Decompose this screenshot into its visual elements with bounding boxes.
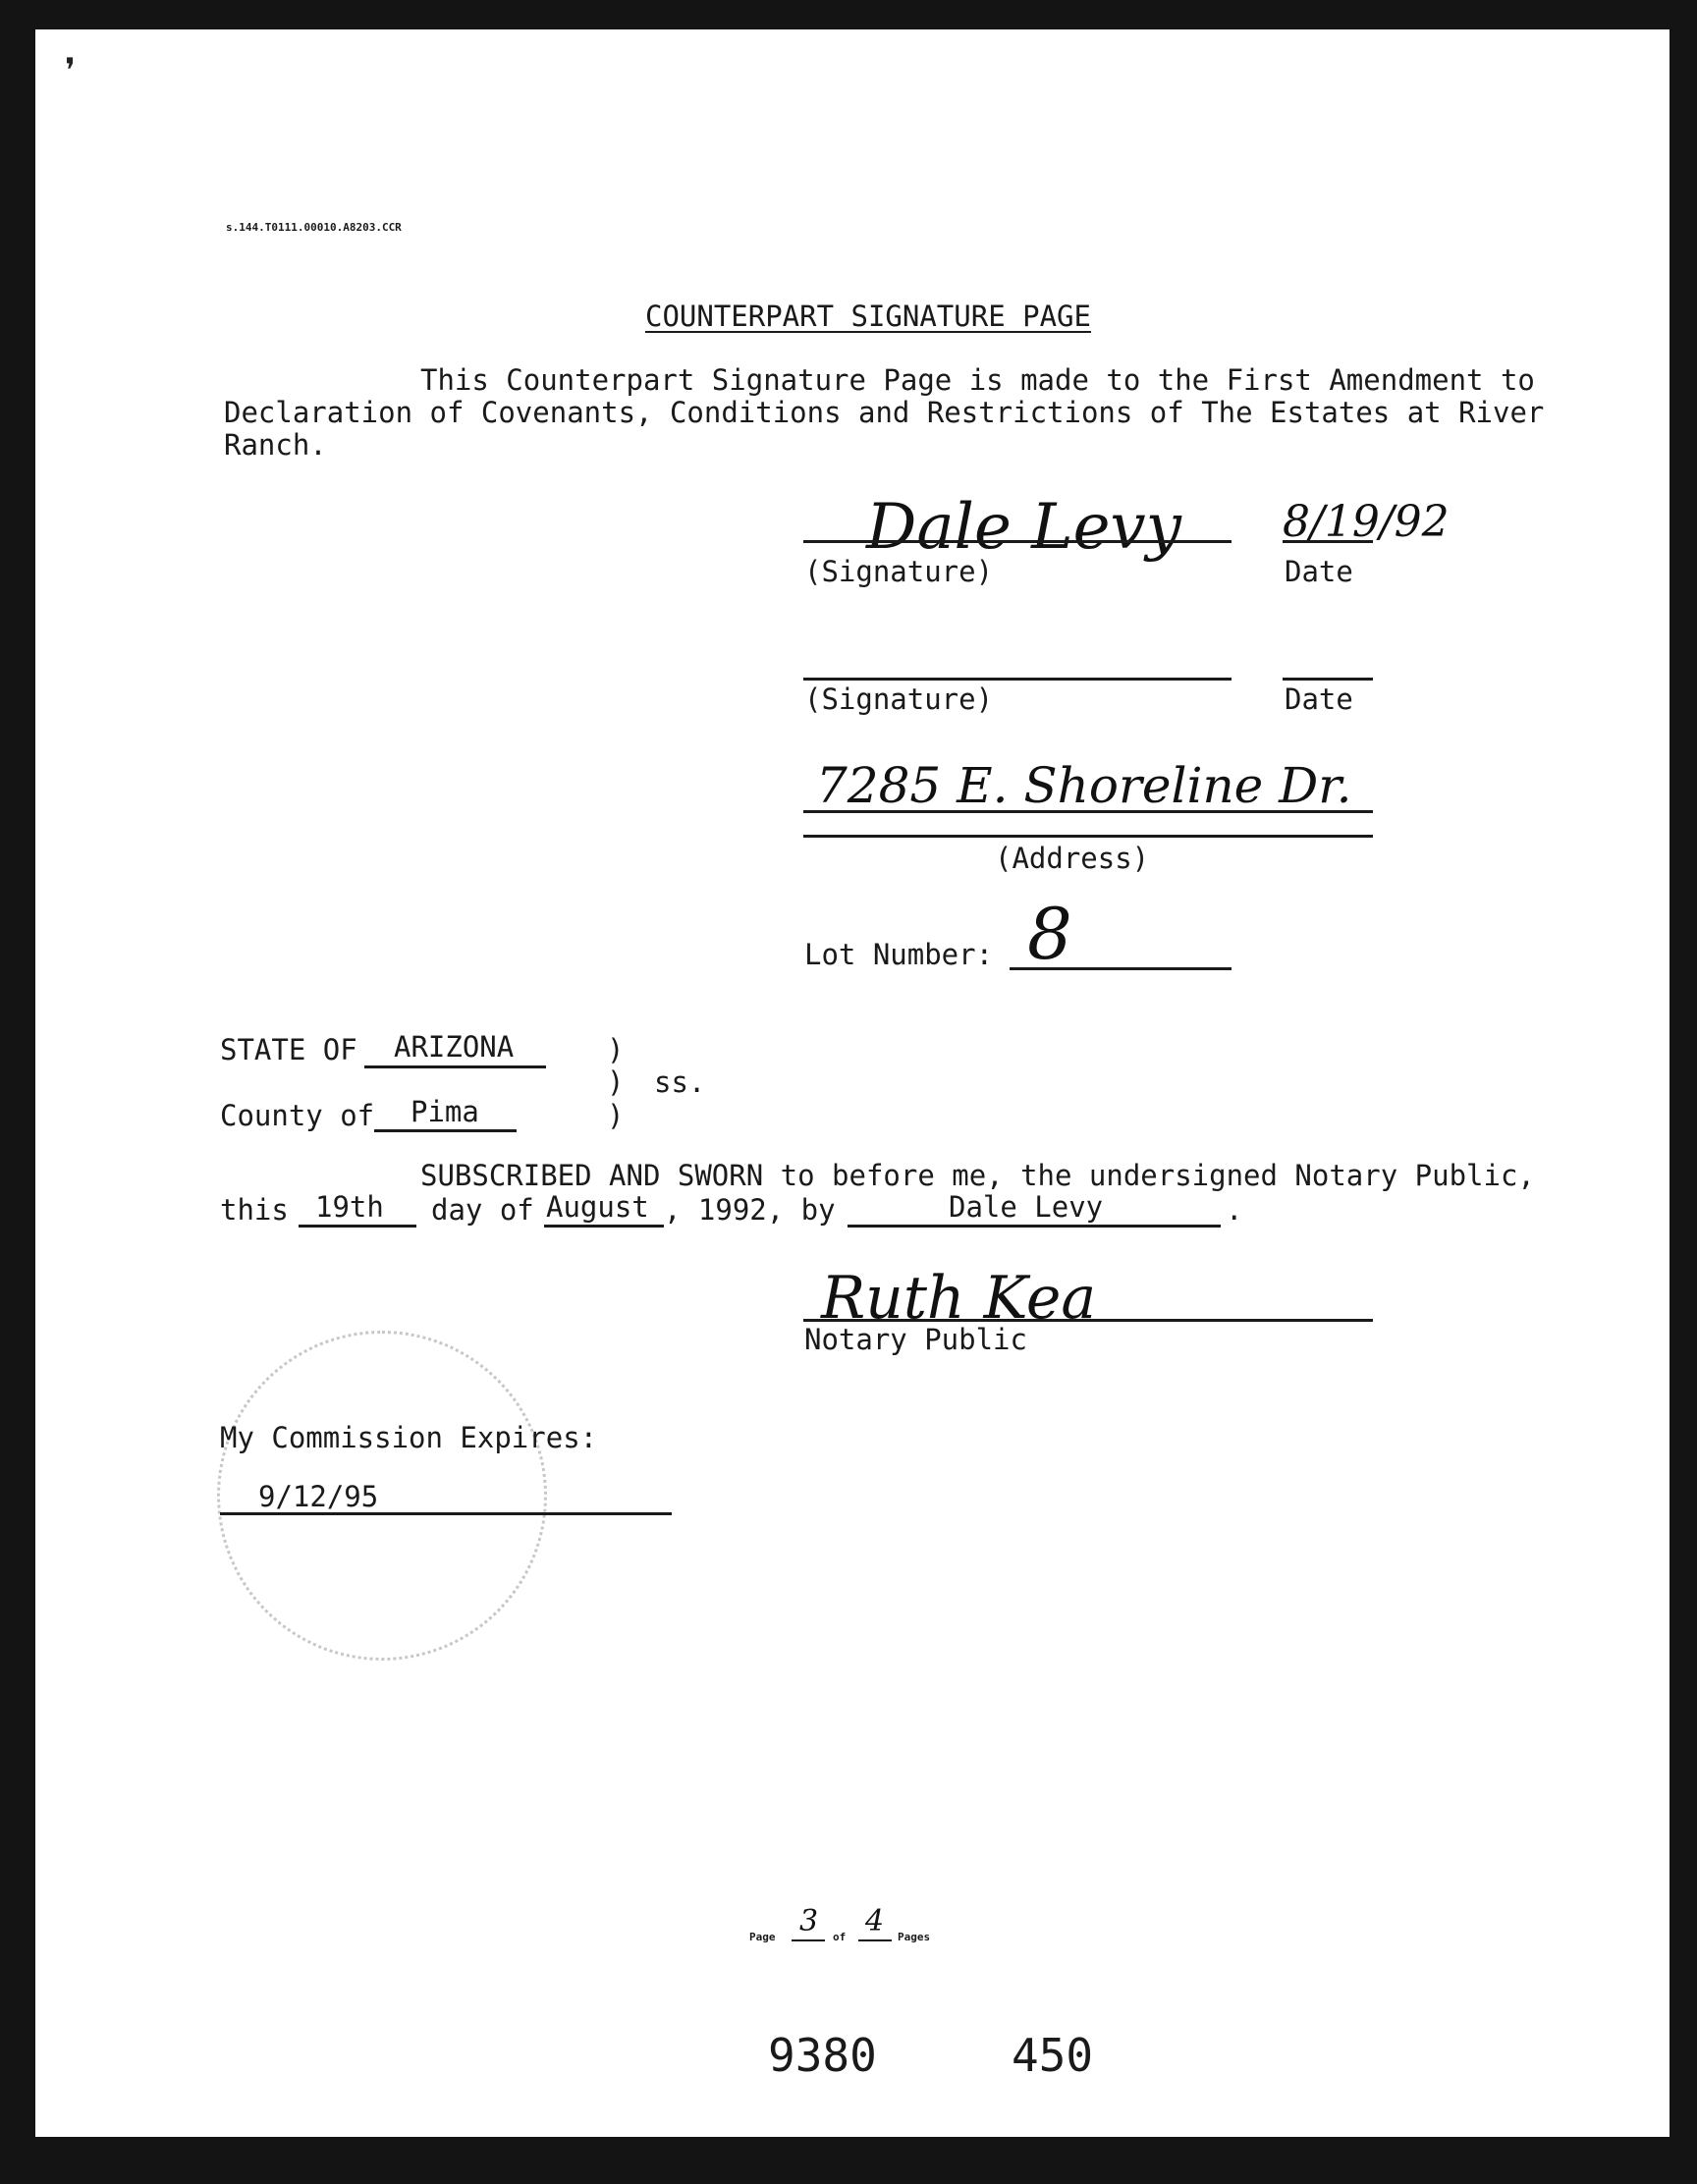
jurat-this: this xyxy=(220,1193,289,1227)
county-line xyxy=(374,1129,517,1132)
reference-code: s.144.T0111.00010.A8203.CCR xyxy=(226,221,402,234)
intro-line-1: This Counterpart Signature Page is made to the First Amendment to xyxy=(420,363,1535,397)
intro-line-2: Declaration of Covenants, Conditions and Restrictions of The Estates at River xyxy=(224,396,1545,429)
lot-number-line xyxy=(1010,967,1232,970)
recording-page-number: 450 xyxy=(1012,2029,1094,2082)
pagination-current-line xyxy=(792,1939,825,1941)
notary-signature-line xyxy=(803,1319,1373,1322)
jurat-affiant-name: Dale Levy xyxy=(949,1190,1104,1224)
date-2-label: Date xyxy=(1285,682,1353,716)
document-page xyxy=(35,29,1670,2137)
address-label: (Address) xyxy=(995,842,1150,875)
notary-public-label: Notary Public xyxy=(804,1323,1027,1356)
page-title: COUNTERPART SIGNATURE PAGE xyxy=(645,300,1091,333)
address-line-1 xyxy=(803,810,1373,813)
venue-ss: ss. xyxy=(654,1065,706,1099)
signature-2-label: (Signature) xyxy=(804,682,994,716)
jurat-name-line xyxy=(848,1225,1221,1228)
pagination-total: 4 xyxy=(865,1904,885,1938)
signature-1-label: (Signature) xyxy=(804,555,994,588)
pagination-pages-word: Pages xyxy=(898,1931,931,1943)
venue-bracket-1: ) xyxy=(607,1033,625,1066)
address-handwritten: 7285 E. Shoreline Dr. xyxy=(816,757,1352,814)
jurat-day-value: 19th xyxy=(315,1190,384,1224)
venue-bracket-3: ) xyxy=(607,1099,625,1132)
commission-date-line xyxy=(220,1512,672,1515)
jurat-period: . xyxy=(1226,1193,1243,1227)
lot-number-label: Lot Number: xyxy=(804,938,994,971)
notary-signature-handwritten: Ruth Kea xyxy=(821,1264,1097,1333)
date-1-line xyxy=(1283,540,1373,543)
recording-book-number: 9380 xyxy=(768,2029,877,2082)
county-value: Pima xyxy=(411,1095,479,1128)
commission-date: 9/12/95 xyxy=(258,1480,379,1513)
jurat-month-value: August xyxy=(546,1190,649,1224)
pagination-of-word: of xyxy=(833,1931,847,1943)
address-line-2 xyxy=(803,835,1373,838)
state-label: STATE OF xyxy=(220,1033,357,1066)
lot-number-handwritten: 8 xyxy=(1027,893,1072,975)
commission-expires-label: My Commission Expires: xyxy=(220,1421,598,1454)
date-1-handwritten: 8/19/92 xyxy=(1283,497,1450,547)
signature-1-line xyxy=(803,540,1232,543)
jurat-day-line xyxy=(299,1225,416,1228)
state-line xyxy=(364,1065,546,1068)
pagination-page-word: Page xyxy=(749,1931,776,1943)
pagination-current: 3 xyxy=(799,1904,819,1938)
pagination-total-line xyxy=(858,1939,892,1941)
county-label: County of xyxy=(220,1099,375,1132)
intro-line-3: Ranch. xyxy=(224,428,327,462)
jurat-year-by: , 1992, by xyxy=(664,1193,836,1227)
jurat-day-of: day of xyxy=(431,1193,534,1227)
jurat-month-line xyxy=(544,1225,664,1228)
jurat-line-1: SUBSCRIBED AND SWORN to before me, the undersigned Notary Public, xyxy=(420,1159,1535,1192)
scan-artifact-mark: ❜ xyxy=(65,51,76,90)
signature-2-line xyxy=(803,678,1232,681)
signature-1-handwritten: Dale Levy xyxy=(866,491,1181,564)
venue-bracket-2: ) xyxy=(607,1065,625,1099)
state-value: ARIZONA xyxy=(394,1030,515,1064)
date-1-label: Date xyxy=(1285,555,1353,588)
date-2-line xyxy=(1283,678,1373,681)
